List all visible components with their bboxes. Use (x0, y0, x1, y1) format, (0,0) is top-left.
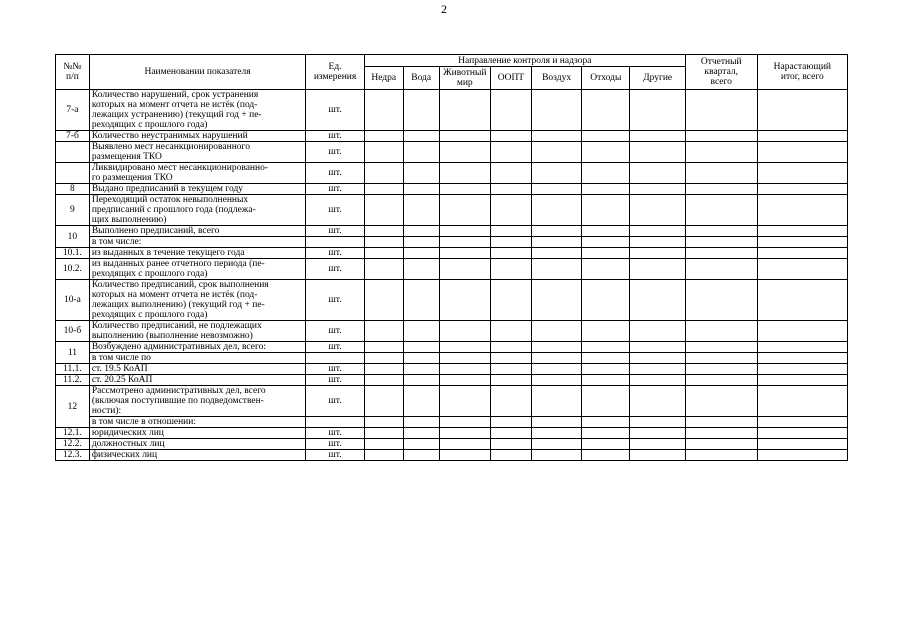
value-cell[interactable] (630, 163, 685, 184)
table-row (56, 226, 848, 237)
value-cell[interactable] (685, 364, 757, 375)
value-cell[interactable] (490, 248, 531, 259)
value-cell[interactable] (531, 386, 581, 417)
row-number: 10.2. (56, 259, 90, 280)
header-subcolumn-vozdukh: Воздух (531, 67, 581, 90)
value-cell[interactable] (364, 386, 403, 417)
value-cell[interactable] (490, 90, 531, 131)
unit-cell: шт. (306, 375, 364, 386)
value-cell[interactable] (490, 237, 531, 248)
value-cell[interactable] (439, 226, 490, 237)
table-row (56, 364, 848, 375)
value-cell[interactable] (439, 375, 490, 386)
indicator-name: Количество предписаний, срок выполнения которых на момент отчета не истёк (под- лежащих выполнению) (текущий год + пе- реходящих с прошлого года) (89, 280, 305, 321)
value-cell[interactable] (582, 450, 630, 461)
value-cell[interactable] (403, 226, 439, 237)
value-cell[interactable] (439, 237, 490, 248)
value-cell[interactable] (757, 248, 847, 259)
value-cell[interactable] (630, 248, 685, 259)
value-cell[interactable] (490, 142, 531, 163)
value-cell[interactable] (582, 417, 630, 428)
table-row (56, 353, 848, 364)
value-cell[interactable] (531, 226, 581, 237)
table-row (56, 342, 848, 353)
unit-cell: шт. (306, 259, 364, 280)
header-subcolumn-nedra: Недра (364, 67, 403, 90)
value-cell[interactable] (439, 280, 490, 321)
value-cell[interactable] (531, 364, 581, 375)
value-cell[interactable] (630, 184, 685, 195)
unit-cell: шт. (306, 364, 364, 375)
value-cell[interactable] (531, 184, 581, 195)
value-cell[interactable] (490, 375, 531, 386)
value-cell[interactable] (582, 280, 630, 321)
value-cell[interactable] (490, 386, 531, 417)
value-cell[interactable] (630, 428, 685, 439)
indicator-name: физических лиц (89, 450, 305, 461)
report-table (55, 54, 848, 461)
header-quarter: Отчетный квартал, всего (685, 55, 757, 90)
value-cell[interactable] (630, 195, 685, 226)
table-row (56, 375, 848, 386)
value-cell[interactable] (439, 364, 490, 375)
value-cell[interactable] (630, 321, 685, 342)
indicator-name: ст. 19.5 КоАП (89, 364, 305, 375)
value-cell[interactable] (685, 184, 757, 195)
unit-cell (306, 417, 364, 428)
row-number: 11.1. (56, 364, 90, 375)
value-cell[interactable] (531, 428, 581, 439)
header-subcolumn-otkhody: Отходы (582, 67, 630, 90)
unit-cell (306, 237, 364, 248)
value-cell[interactable] (685, 237, 757, 248)
row-number: 12.2. (56, 439, 90, 450)
value-cell[interactable] (439, 195, 490, 226)
value-cell[interactable] (364, 184, 403, 195)
header-subcolumn-zhivotny-mir: Животный мир (439, 67, 490, 90)
value-cell[interactable] (531, 353, 581, 364)
indicator-name: Рассмотрено административных дел, всего (включая поступившие по подведомствен- ности): (89, 386, 305, 417)
value-cell[interactable] (490, 163, 531, 184)
value-cell[interactable] (757, 364, 847, 375)
value-cell[interactable] (582, 375, 630, 386)
value-cell[interactable] (531, 131, 581, 142)
value-cell[interactable] (439, 321, 490, 342)
unit-cell: шт. (306, 439, 364, 450)
table-row (56, 195, 848, 226)
value-cell[interactable] (582, 259, 630, 280)
row-number: 10-б (56, 321, 90, 342)
value-cell[interactable] (582, 428, 630, 439)
value-cell[interactable] (630, 226, 685, 237)
value-cell[interactable] (490, 417, 531, 428)
value-cell[interactable] (364, 450, 403, 461)
value-cell[interactable] (403, 375, 439, 386)
value-cell[interactable] (757, 450, 847, 461)
value-cell[interactable] (403, 353, 439, 364)
value-cell[interactable] (582, 226, 630, 237)
value-cell[interactable] (757, 342, 847, 353)
row-number: 7-б (56, 131, 90, 142)
table-row (56, 163, 848, 184)
table-row (56, 280, 848, 321)
header-subcolumn-voda: Вода (403, 67, 439, 90)
unit-cell: шт. (306, 90, 364, 131)
indicator-name: в том числе в отношении: (89, 417, 305, 428)
value-cell[interactable] (531, 237, 581, 248)
indicator-name: должностных лиц (89, 439, 305, 450)
value-cell[interactable] (403, 417, 439, 428)
value-cell[interactable] (582, 248, 630, 259)
value-cell[interactable] (439, 248, 490, 259)
header-num: №№ п/п (56, 55, 90, 90)
value-cell[interactable] (685, 417, 757, 428)
value-cell[interactable] (685, 342, 757, 353)
value-cell[interactable] (490, 450, 531, 461)
value-cell[interactable] (403, 248, 439, 259)
row-number: 11.2. (56, 375, 90, 386)
table-row (56, 321, 848, 342)
value-cell[interactable] (757, 439, 847, 450)
indicator-name: Ликвидировано мест несанкционированно- го размещения ТКО (89, 163, 305, 184)
value-cell[interactable] (364, 248, 403, 259)
indicator-name: Количество предписаний, не подлежащих выполнению (выполнение невозможно) (89, 321, 305, 342)
unit-cell: шт. (306, 184, 364, 195)
report-body (56, 90, 848, 461)
indicator-name: Выдано предписаний в текущем году (89, 184, 305, 195)
value-cell[interactable] (630, 386, 685, 417)
value-cell[interactable] (403, 450, 439, 461)
value-cell[interactable] (531, 195, 581, 226)
value-cell[interactable] (403, 184, 439, 195)
value-cell[interactable] (403, 321, 439, 342)
value-cell[interactable] (630, 280, 685, 321)
value-cell[interactable] (757, 428, 847, 439)
value-cell[interactable] (490, 439, 531, 450)
unit-cell: шт. (306, 131, 364, 142)
value-cell[interactable] (403, 428, 439, 439)
value-cell[interactable] (630, 90, 685, 131)
value-cell[interactable] (757, 259, 847, 280)
value-cell[interactable] (490, 428, 531, 439)
indicator-name: Переходящий остаток невыполненных предписаний с прошлого года (подлежа- щих выполнению) (89, 195, 305, 226)
value-cell[interactable] (439, 417, 490, 428)
value-cell[interactable] (490, 131, 531, 142)
value-cell[interactable] (630, 342, 685, 353)
table-row (56, 142, 848, 163)
value-cell[interactable] (364, 417, 403, 428)
value-cell[interactable] (403, 259, 439, 280)
value-cell[interactable] (364, 321, 403, 342)
value-cell[interactable] (685, 163, 757, 184)
value-cell[interactable] (630, 417, 685, 428)
value-cell[interactable] (531, 142, 581, 163)
value-cell[interactable] (531, 90, 581, 131)
value-cell[interactable] (364, 353, 403, 364)
value-cell[interactable] (531, 450, 581, 461)
row-number (56, 142, 90, 163)
value-cell[interactable] (685, 353, 757, 364)
table-row (56, 417, 848, 428)
row-number: 10.1. (56, 248, 90, 259)
value-cell[interactable] (685, 226, 757, 237)
indicator-name: в том числе: (89, 237, 305, 248)
value-cell[interactable] (403, 280, 439, 321)
header-subcolumn-drugie: Другие (630, 67, 685, 90)
value-cell[interactable] (364, 163, 403, 184)
value-cell[interactable] (439, 184, 490, 195)
value-cell[interactable] (364, 226, 403, 237)
value-cell[interactable] (685, 375, 757, 386)
value-cell[interactable] (757, 280, 847, 321)
value-cell[interactable] (630, 364, 685, 375)
value-cell[interactable] (685, 439, 757, 450)
value-cell[interactable] (364, 375, 403, 386)
value-cell[interactable] (531, 439, 581, 450)
value-cell[interactable] (403, 439, 439, 450)
value-cell[interactable] (439, 163, 490, 184)
unit-cell: шт. (306, 386, 364, 417)
value-cell[interactable] (531, 342, 581, 353)
value-cell[interactable] (439, 428, 490, 439)
page-number: 2 (441, 2, 447, 16)
value-cell[interactable] (490, 353, 531, 364)
header-direction: Направление контроля и надзора (364, 55, 685, 67)
indicator-name: в том числе по (89, 353, 305, 364)
value-cell[interactable] (364, 280, 403, 321)
value-cell[interactable] (531, 259, 581, 280)
value-cell[interactable] (531, 375, 581, 386)
value-cell[interactable] (757, 184, 847, 195)
value-cell[interactable] (403, 163, 439, 184)
value-cell[interactable] (364, 142, 403, 163)
table-row (56, 237, 848, 248)
value-cell[interactable] (630, 131, 685, 142)
value-cell[interactable] (685, 428, 757, 439)
row-number: 7-а (56, 90, 90, 131)
value-cell[interactable] (582, 163, 630, 184)
value-cell[interactable] (439, 439, 490, 450)
header-unit: Ед. измерения (306, 55, 364, 90)
table-row (56, 439, 848, 450)
value-cell[interactable] (757, 195, 847, 226)
indicator-name: ст. 20.25 КоАП (89, 375, 305, 386)
header-row-top (56, 55, 848, 67)
unit-cell: шт. (306, 195, 364, 226)
unit-cell: шт. (306, 142, 364, 163)
value-cell[interactable] (757, 386, 847, 417)
value-cell[interactable] (364, 90, 403, 131)
value-cell[interactable] (685, 142, 757, 163)
value-cell[interactable] (490, 321, 531, 342)
value-cell[interactable] (685, 90, 757, 131)
value-cell[interactable] (403, 195, 439, 226)
value-cell[interactable] (364, 131, 403, 142)
value-cell[interactable] (439, 450, 490, 461)
value-cell[interactable] (582, 386, 630, 417)
value-cell[interactable] (630, 142, 685, 163)
value-cell[interactable] (685, 321, 757, 342)
value-cell[interactable] (582, 353, 630, 364)
value-cell[interactable] (531, 248, 581, 259)
value-cell[interactable] (490, 184, 531, 195)
row-number: 12 (56, 386, 90, 428)
indicator-name: юридических лиц (89, 428, 305, 439)
value-cell[interactable] (403, 342, 439, 353)
value-cell[interactable] (582, 364, 630, 375)
row-number: 8 (56, 184, 90, 195)
value-cell[interactable] (757, 131, 847, 142)
value-cell[interactable] (403, 364, 439, 375)
table-row (56, 90, 848, 131)
indicator-name: Выявлено мест несанкционированного размещения ТКО (89, 142, 305, 163)
value-cell[interactable] (364, 439, 403, 450)
value-cell[interactable] (685, 259, 757, 280)
header-subcolumn-oopt: ООПТ (490, 67, 531, 90)
value-cell[interactable] (364, 428, 403, 439)
row-number (56, 163, 90, 184)
value-cell[interactable] (364, 342, 403, 353)
value-cell[interactable] (364, 259, 403, 280)
value-cell[interactable] (757, 142, 847, 163)
value-cell[interactable] (757, 237, 847, 248)
value-cell[interactable] (531, 417, 581, 428)
value-cell[interactable] (403, 131, 439, 142)
value-cell[interactable] (685, 280, 757, 321)
table-row (56, 184, 848, 195)
value-cell[interactable] (582, 237, 630, 248)
row-number: 12.1. (56, 428, 90, 439)
value-cell[interactable] (490, 226, 531, 237)
value-cell[interactable] (531, 321, 581, 342)
value-cell[interactable] (490, 195, 531, 226)
value-cell[interactable] (630, 237, 685, 248)
value-cell[interactable] (685, 195, 757, 226)
indicator-name: Возбуждено административных дел, всего: (89, 342, 305, 353)
table-row (56, 386, 848, 417)
value-cell[interactable] (685, 131, 757, 142)
indicator-name: из выданных ранее отчетного периода (пе- реходящих с прошлого года) (89, 259, 305, 280)
value-cell[interactable] (757, 226, 847, 237)
unit-cell: шт. (306, 163, 364, 184)
unit-cell: шт. (306, 226, 364, 237)
value-cell[interactable] (630, 450, 685, 461)
value-cell[interactable] (630, 259, 685, 280)
table-row (56, 428, 848, 439)
unit-cell: шт. (306, 428, 364, 439)
value-cell[interactable] (531, 163, 581, 184)
indicator-name: Количество неустранимых нарушений (89, 131, 305, 142)
value-cell[interactable] (490, 259, 531, 280)
unit-cell: шт. (306, 321, 364, 342)
unit-cell: шт. (306, 342, 364, 353)
table-row (56, 248, 848, 259)
unit-cell: шт. (306, 450, 364, 461)
value-cell[interactable] (439, 259, 490, 280)
value-cell[interactable] (757, 321, 847, 342)
unit-cell: шт. (306, 280, 364, 321)
value-cell[interactable] (630, 375, 685, 386)
header-cumulative: Нарастающий итог, всего (757, 55, 847, 90)
value-cell[interactable] (582, 131, 630, 142)
value-cell[interactable] (490, 364, 531, 375)
row-number: 10 (56, 226, 90, 248)
unit-cell (306, 353, 364, 364)
value-cell[interactable] (364, 195, 403, 226)
indicator-name: Количество нарушений, срок устранения которых на момент отчета не истёк (под- лежащих устранению) (текущий год + пе- реходящих с прошлого года) (89, 90, 305, 131)
row-number: 12.3. (56, 450, 90, 461)
value-cell[interactable] (403, 90, 439, 131)
value-cell[interactable] (439, 90, 490, 131)
value-cell[interactable] (757, 90, 847, 131)
value-cell[interactable] (630, 353, 685, 364)
value-cell[interactable] (757, 375, 847, 386)
value-cell[interactable] (685, 386, 757, 417)
row-number: 9 (56, 195, 90, 226)
value-cell[interactable] (582, 184, 630, 195)
value-cell[interactable] (582, 195, 630, 226)
row-number: 11 (56, 342, 90, 364)
indicator-name: из выданных в течение текущего года (89, 248, 305, 259)
value-cell[interactable] (685, 248, 757, 259)
indicator-name: Выполнено предписаний, всего (89, 226, 305, 237)
value-cell[interactable] (439, 131, 490, 142)
value-cell[interactable] (439, 142, 490, 163)
value-cell[interactable] (439, 342, 490, 353)
value-cell[interactable] (582, 321, 630, 342)
value-cell[interactable] (364, 237, 403, 248)
table-row (56, 450, 848, 461)
value-cell[interactable] (439, 353, 490, 364)
value-cell[interactable] (490, 342, 531, 353)
value-cell[interactable] (582, 90, 630, 131)
value-cell[interactable] (531, 280, 581, 321)
value-cell[interactable] (757, 353, 847, 364)
row-number: 10-а (56, 280, 90, 321)
value-cell[interactable] (490, 280, 531, 321)
unit-cell: шт. (306, 248, 364, 259)
value-cell[interactable] (757, 163, 847, 184)
header-name: Наименовании показателя (89, 55, 305, 90)
value-cell[interactable] (403, 142, 439, 163)
value-cell[interactable] (685, 450, 757, 461)
value-cell[interactable] (582, 342, 630, 353)
value-cell[interactable] (403, 237, 439, 248)
value-cell[interactable] (439, 386, 490, 417)
value-cell[interactable] (630, 439, 685, 450)
value-cell[interactable] (757, 417, 847, 428)
value-cell[interactable] (582, 439, 630, 450)
table-row (56, 131, 848, 142)
value-cell[interactable] (582, 142, 630, 163)
table-row (56, 259, 848, 280)
value-cell[interactable] (364, 364, 403, 375)
value-cell[interactable] (403, 386, 439, 417)
